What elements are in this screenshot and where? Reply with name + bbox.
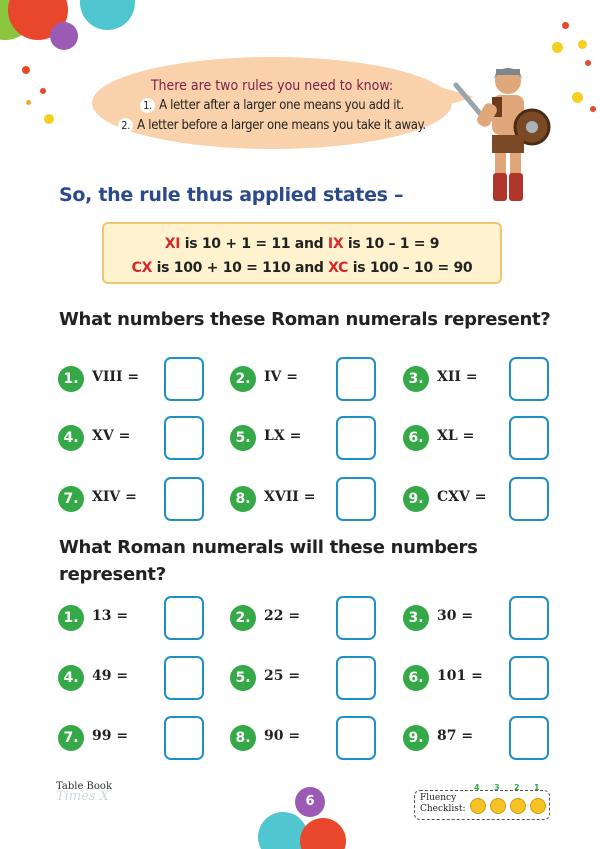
question-expression: XL =: [437, 428, 475, 444]
exercise-item: [403, 656, 573, 700]
decor-dot: [590, 106, 596, 112]
answer-box[interactable]: [336, 716, 376, 760]
question-expression: XV =: [92, 428, 131, 444]
roman-example: XI: [164, 236, 181, 252]
rule-item: [92, 98, 452, 113]
rule-section-heading: So, the rule thus applied states –: [59, 184, 404, 206]
decor-dot: [40, 88, 46, 94]
decor-blob-teal: [80, 0, 135, 30]
rule-example-text: is 100 – 10 = 90: [348, 260, 473, 276]
rule-example-line: [104, 256, 500, 280]
smile-face-icon[interactable]: [490, 798, 506, 814]
question-number-badge: 4.: [58, 425, 84, 451]
question-number-badge: 1.: [58, 605, 84, 631]
exercise-item: [58, 656, 228, 700]
question-number-badge: 8.: [230, 486, 256, 512]
cool-face-icon[interactable]: [470, 798, 486, 814]
question-expression: 49 =: [92, 668, 129, 684]
roman-example: XC: [328, 260, 349, 276]
question-expression: 101 =: [437, 668, 483, 684]
question-expression: 30 =: [437, 608, 474, 624]
question-number-badge: 2.: [230, 366, 256, 392]
answer-box[interactable]: [336, 357, 376, 401]
exercise-item: [230, 656, 400, 700]
answer-box[interactable]: [509, 416, 549, 460]
dizzy-face-icon[interactable]: [530, 798, 546, 814]
brand-ghost-text: Times X: [56, 789, 109, 804]
answer-box[interactable]: [164, 656, 204, 700]
exercise2-heading: [59, 534, 478, 588]
question-number-badge: 3.: [403, 366, 429, 392]
answer-box[interactable]: [336, 656, 376, 700]
answer-box[interactable]: [164, 477, 204, 521]
fluency-level: 4: [474, 783, 480, 792]
page-number: 6: [295, 787, 325, 817]
exercise-item: [403, 477, 573, 521]
rules-title: There are two rules you need to know:: [150, 78, 394, 94]
exercise-item: [230, 357, 400, 401]
question-expression: VIII =: [92, 369, 140, 385]
exercise-item: [58, 416, 228, 460]
exercise1-heading: What numbers these Roman numerals represent?: [59, 309, 551, 330]
decor-dot: [44, 114, 54, 124]
answer-box[interactable]: [509, 357, 549, 401]
grin-face-icon[interactable]: [510, 798, 526, 814]
question-number-badge: 3.: [403, 605, 429, 631]
rule-example-text: is 100 + 10 = 110 and: [152, 260, 329, 276]
answer-box[interactable]: [509, 656, 549, 700]
roman-example: CX: [131, 260, 153, 276]
exercise-item: [230, 596, 400, 640]
decor-dot: [26, 100, 31, 105]
exercise-item: [403, 596, 573, 640]
fluency-label: [420, 793, 466, 815]
answer-box[interactable]: [509, 716, 549, 760]
question-expression: XVII =: [264, 489, 316, 505]
exercise-item: [58, 596, 228, 640]
question-number-badge: 9.: [403, 486, 429, 512]
question-expression: CXV =: [437, 489, 487, 505]
question-number-badge: 8.: [230, 725, 256, 751]
question-expression: IV =: [264, 369, 299, 385]
exercise2-heading-line: represent?: [59, 564, 166, 585]
rule-item: [92, 118, 452, 133]
rule-example-text: is 10 – 1 = 9: [343, 236, 440, 252]
question-expression: 25 =: [264, 668, 301, 684]
question-expression: 99 =: [92, 728, 129, 744]
fluency-level: 3: [494, 783, 500, 792]
question-expression: 22 =: [264, 608, 301, 624]
fluency-label-line: Checklist:: [420, 804, 466, 814]
decor-blob-purple: [50, 22, 78, 50]
answer-box[interactable]: [164, 357, 204, 401]
decor-blob-red: [300, 818, 346, 849]
question-number-badge: 6.: [403, 425, 429, 451]
question-number-badge: 9.: [403, 725, 429, 751]
question-expression: 13 =: [92, 608, 129, 624]
question-expression: XII =: [437, 369, 478, 385]
roman-example: IX: [327, 236, 344, 252]
rules-text: [92, 78, 452, 138]
decor-dot: [585, 60, 591, 66]
exercise-item: [58, 716, 228, 760]
decor-dot: [572, 92, 583, 103]
fluency-level: 1: [534, 783, 540, 792]
exercise-item: [58, 357, 228, 401]
question-number-badge: 4.: [58, 665, 84, 691]
answer-box[interactable]: [509, 477, 549, 521]
decor-dot: [552, 42, 563, 53]
decor-dot: [562, 22, 569, 29]
rule-number: 2.: [118, 118, 133, 133]
answer-box[interactable]: [164, 416, 204, 460]
brand-logo: [56, 781, 113, 804]
question-expression: 87 =: [437, 728, 474, 744]
exercise-item: [58, 477, 228, 521]
question-number-badge: 1.: [58, 366, 84, 392]
question-number-badge: 5.: [230, 665, 256, 691]
exercise-item: [230, 416, 400, 460]
question-number-badge: 7.: [58, 725, 84, 751]
question-expression: 90 =: [264, 728, 301, 744]
fluency-checklist: [414, 780, 554, 822]
question-number-badge: 7.: [58, 486, 84, 512]
exercise-item: [230, 477, 400, 521]
rule-number: 1.: [140, 98, 155, 113]
exercise-item: [403, 716, 573, 760]
answer-box[interactable]: [336, 416, 376, 460]
question-expression: XIV =: [92, 489, 137, 505]
brand-name: Table Book: [56, 781, 113, 792]
roman-warrior-illustration: [448, 55, 558, 205]
question-number-badge: 6.: [403, 665, 429, 691]
answer-box[interactable]: [509, 596, 549, 640]
rule-example-text: is 10 + 1 = 11 and: [180, 236, 328, 252]
rule-example-line: [104, 232, 500, 256]
answer-box[interactable]: [336, 596, 376, 640]
answer-box[interactable]: [336, 477, 376, 521]
rule-text: A letter after a larger one means you add it.: [159, 98, 404, 113]
exercise2-heading-line: What Roman numerals will these numbers: [59, 537, 478, 558]
question-number-badge: 2.: [230, 605, 256, 631]
rule-text: A letter before a larger one means you take it away.: [137, 118, 426, 133]
answer-box[interactable]: [164, 596, 204, 640]
decor-dot: [22, 66, 30, 74]
exercise-item: [403, 357, 573, 401]
rule-examples-box: [102, 222, 502, 284]
answer-box[interactable]: [164, 716, 204, 760]
fluency-label-line: Fluency: [420, 793, 457, 803]
fluency-level: 2: [514, 783, 520, 792]
decor-dot: [578, 40, 587, 49]
question-expression: LX =: [264, 428, 302, 444]
exercise-item: [403, 416, 573, 460]
question-number-badge: 5.: [230, 425, 256, 451]
exercise-item: [230, 716, 400, 760]
